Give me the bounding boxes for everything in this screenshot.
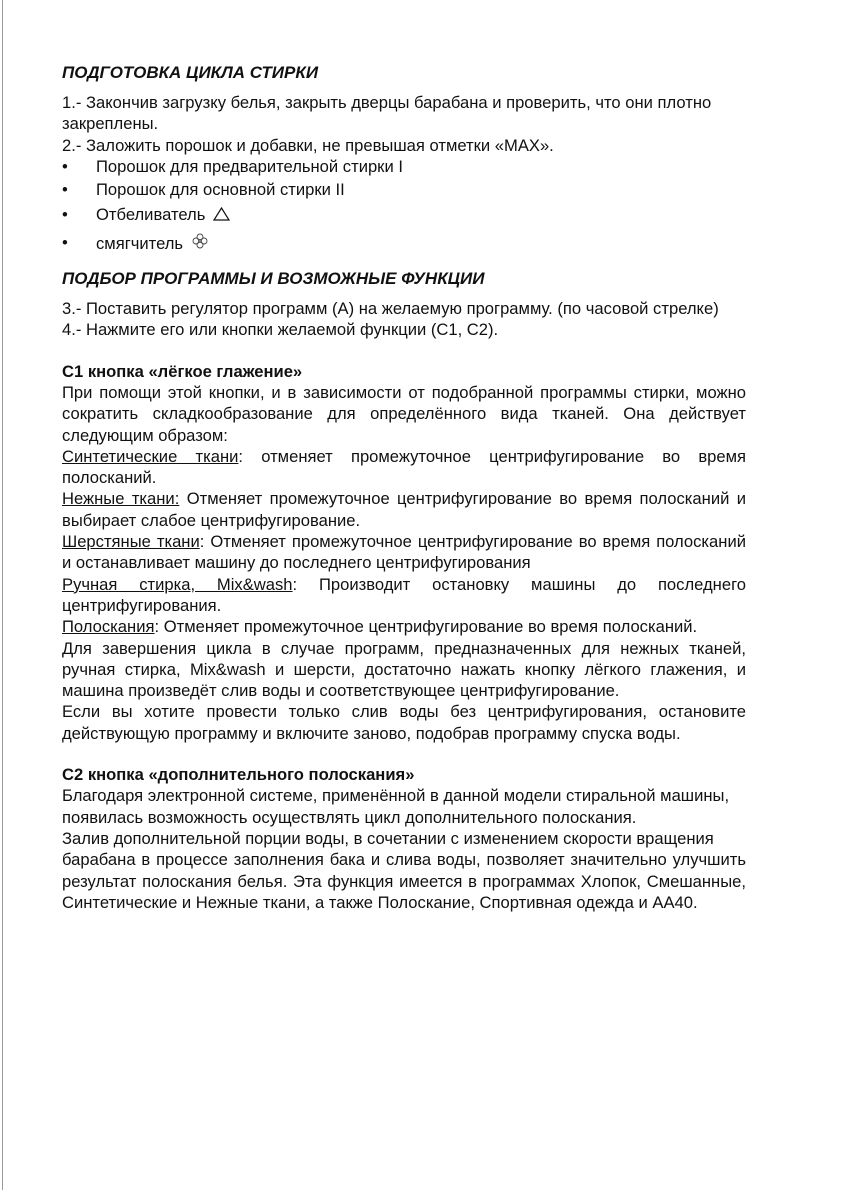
prep-step-1: 1.- Закончив загрузку белья, закрыть дверцы барабана и проверить, что они плотно закреплены. <box>62 93 712 134</box>
c1-heading: C1 кнопка «лёгкое глажение» <box>62 361 303 381</box>
program-step-3: 3.- Поставить регулятор программ (A) на желаемую программу. (по часовой стрелке) <box>62 299 719 319</box>
c1-drain-text: Если вы хотите провести только слив воды без центрифугирования, остановите действующую программу и включите заново, подобрав программу спуска воды. <box>62 702 746 743</box>
c1-intro: При помощи этой кнопки, и в зависимости от подобранной программы стирки, можно сократить складкообразование для определённого вида тканей. Она действует следующим образом: <box>62 382 746 445</box>
c2-paragraph-1b: появилась возможность осуществлять цикл дополнительного полоскания. <box>62 807 637 827</box>
list-item: • смягчитель <box>62 232 746 255</box>
c1-item-synthetic: Синтетические ткани: отменяет промежуточное центрифугирование во время полосканий. <box>62 446 746 488</box>
document-page <box>62 62 746 913</box>
program-step-4: 4.- Нажмите его или кнопки желаемой функции (C1, C2). <box>62 320 499 340</box>
c1-item-handwash: Ручная стирка, Mix&wash: Производит остановку машины до последнего центрифугирования. <box>62 574 746 615</box>
c1-item-wool: Шерстяные ткани: Отменяет промежуточное центрифугирование во время полосканий и останавливает машину до последнего центрифугирования <box>62 532 746 573</box>
detergent-list <box>62 156 746 255</box>
c2-heading: C2 кнопка «дополнительного полоскания» <box>62 765 415 785</box>
c1-finish-text: Для завершения цикла в случае программ, предназначенных для нежных тканей, ручная стирка, Mix&wash и шерсти, достаточно нажать кнопку лёгкого глажения, и машина произведёт слив воды и соответствующее центрифугирование. <box>62 638 746 701</box>
c1-item-rinse: Полоскания: Отменяет промежуточное центрифугирование во время полосканий. <box>62 617 698 637</box>
list-item: • Отбеливатель <box>62 204 746 226</box>
prep-heading: ПОДГОТОВКА ЦИКЛА СТИРКИ <box>62 63 319 82</box>
flower-icon <box>191 232 209 255</box>
c2-paragraph-1a: Благодаря электронной системе, применённой в данной модели стиральной машины, <box>62 786 730 806</box>
c2-paragraph-2b: барабана в процессе заполнения бака и слива воды, позволяет значительно улучшить результат полоскания белья. Эта функция имеется в программах Хлопок, Смешанные, Синтетические и Нежные ткани, а также Полоскание, Спортивная одежда и AA40. <box>62 850 746 912</box>
c1-item-delicate: Нежные ткани: Отменяет промежуточное центрифугирование во время полосканий и выбирает слабое центрифугирование. <box>62 489 746 530</box>
page-edge-line <box>2 0 3 1190</box>
program-heading: ПОДБОР ПРОГРАММЫ И ВОЗМОЖНЫЕ ФУНКЦИИ <box>62 269 485 289</box>
c2-paragraph-2a: Залив дополнительной порции воды, в сочетании с изменением скорости вращения <box>62 828 714 848</box>
list-item: • Порошок для основной стирки II <box>62 179 746 200</box>
prep-step-2: 2.- Заложить порошок и добавки, не превышая отметки «MAX». <box>62 135 554 155</box>
triangle-icon <box>213 205 230 226</box>
list-item: • Порошок для предварительной стирки I <box>62 156 746 177</box>
